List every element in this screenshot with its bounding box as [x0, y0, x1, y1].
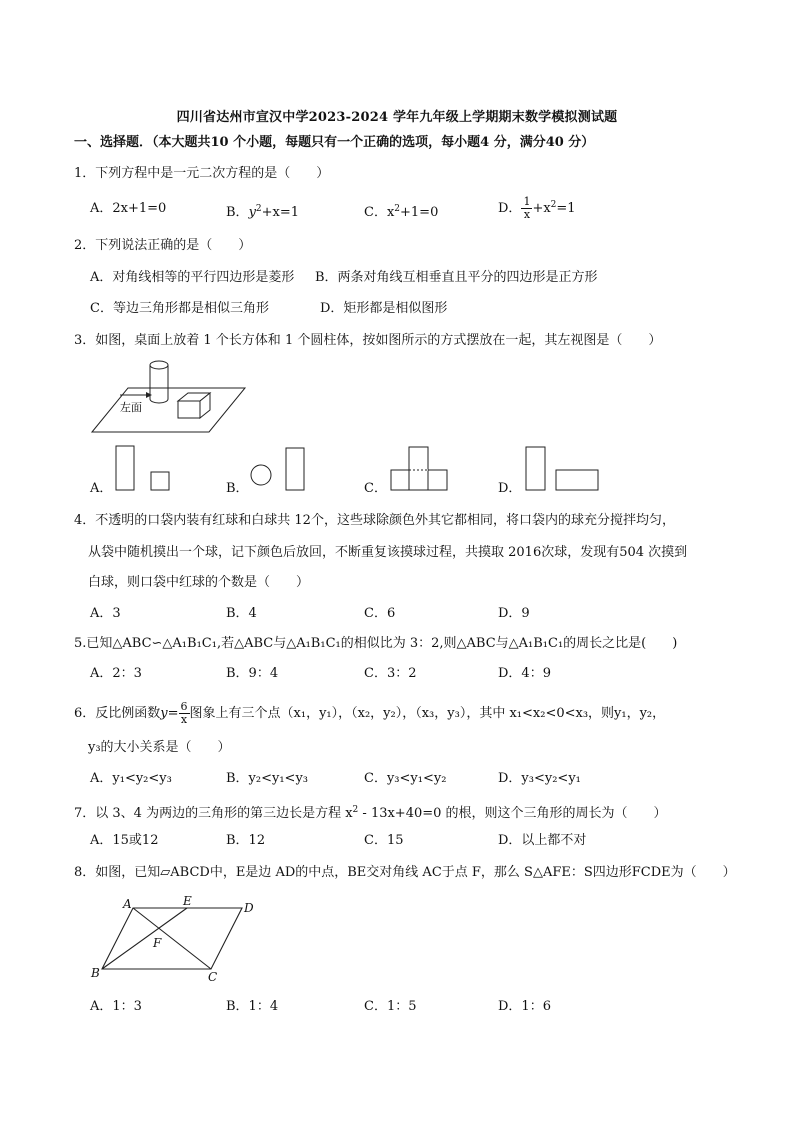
q8-option-a: A．1：3 [90, 999, 142, 1014]
q7-option-b: B．12 [226, 833, 266, 848]
left-side-label: 左面 [120, 401, 142, 414]
q4-option-c: C．6 [364, 606, 396, 621]
q7-option-c: C．15 [364, 833, 404, 848]
page-title: 四川省达州市宣汉中学2023-2024 学年九年级上学期期末数学模拟测试题 [176, 110, 618, 125]
question-4-line-1: 4．不透明的口袋内装有红球和白球共 12个，这些球除颜色外其它都相同，将口袋内的球充分搅拌均匀， [74, 513, 675, 528]
q1-option-b: B．$y^2+x=1$ [226, 204, 300, 220]
q4-option-d: D．9 [498, 606, 530, 621]
q3-option-d: D． [498, 481, 522, 496]
q8-option-d: D．1：6 [498, 999, 551, 1014]
q6-option-b: B．y₂<y₁<y₃ [226, 771, 309, 786]
q3-view-c [389, 444, 451, 492]
q3-view-a [113, 444, 173, 492]
q5-option-c: C．3：2 [364, 666, 417, 681]
q8-option-b: B．1：4 [226, 999, 279, 1014]
question-4-line-3: 白球，则口袋中红球的个数是（ ） [88, 575, 310, 590]
q3-option-b: B． [226, 481, 249, 496]
q1-option-c: C．$x^2+1=0$ [364, 204, 439, 220]
q3-option-c: C． [364, 481, 387, 496]
q3-option-a: A． [90, 481, 113, 496]
question-3-stem: 3．如图，桌面上放着 1 个长方体和 1 个圆柱体，按如图所示的方式摆放在一起，其左视图是（ ） [74, 333, 662, 348]
q5-option-b: B．9：4 [226, 666, 279, 681]
q2-option-a: A．对角线相等的平行四边形是菱形 [90, 270, 295, 285]
q8-parallelogram-figure [86, 893, 266, 985]
q6-option-d: D．y₃<y₂<y₁ [498, 771, 581, 786]
question-1-stem: 1．下列方程中是一元二次方程的是（ ） [74, 166, 330, 181]
point-f-label: F [153, 936, 162, 950]
q3-view-b [250, 444, 310, 492]
question-6-line-2: y₃的大小关系是（ ） [88, 740, 231, 755]
question-6-stem: 6．反比例函数y= $\frac{6}{x}$ 图象上有三个点（x₁，y₁），（x₂，y₂），（x₃，y₃），其中 x₁<x₂<0<x₃，则y₁，y₂， [74, 700, 666, 726]
q7-option-a: A．15或12 [90, 833, 159, 848]
q1-option-d: D． $\frac{1}{x}$ $+x^2=1$ [498, 195, 576, 221]
q4-option-b: B．4 [226, 606, 257, 621]
q2-option-d: D．矩形都是相似图形 [320, 301, 448, 316]
vertex-a-label: A [123, 897, 132, 911]
q4-option-a: A．3 [90, 606, 121, 621]
q8-option-c: C．1：5 [364, 999, 417, 1014]
q5-option-a: A．2：3 [90, 666, 142, 681]
question-2-stem: 2．下列说法正确的是（ ） [74, 238, 252, 253]
q1-option-a: A．2x+1=0 [90, 201, 167, 216]
q6-option-a: A．y₁<y₂<y₃ [90, 771, 172, 786]
q2-option-b: B．两条对角线互相垂直且平分的四边形是正方形 [315, 270, 598, 285]
vertex-d-label: D [244, 901, 254, 915]
q3-table-figure [90, 355, 250, 435]
q5-option-d: D．4：9 [498, 666, 551, 681]
q6-option-c: C．y₃<y₁<y₂ [364, 771, 447, 786]
question-7-stem: 7．以 3、4 为两边的三角形的第三边长是方程 $x^2 - 13x+40=0$ 的根，则这个三角形的周长为（ ） [74, 805, 667, 821]
q3-view-d [522, 444, 604, 492]
q7-option-d: D．以上都不对 [498, 833, 587, 848]
vertex-e-label: E [183, 894, 192, 908]
question-8-stem: 8．如图，已知▱ABCD中，E是边 AD的中点，BE交对角线 AC于点 F，那么 S△AFE：S四边形FCDE为（ ） [74, 865, 736, 880]
q2-option-c: C．等边三角形都是相似三角形 [90, 301, 269, 316]
vertex-c-label: C [208, 970, 218, 984]
section-heading: 一、选择题．（本大题共10 个小题，每题只有一个正确的选项，每小题4 分，满分40 分） [74, 135, 595, 150]
question-4-line-2: 从袋中随机摸出一个球，记下颜色后放回，不断重复该摸球过程，共摸取 2016次球，发现有504 次摸到 [88, 545, 688, 560]
vertex-b-label: B [91, 966, 100, 980]
question-5-stem: 5.已知△ABC∽△A₁B₁C₁,若△ABC与△A₁B₁C₁的相似比为 3：2,则△ABC与△A₁B₁C₁的周长之比是( ) [74, 636, 678, 651]
